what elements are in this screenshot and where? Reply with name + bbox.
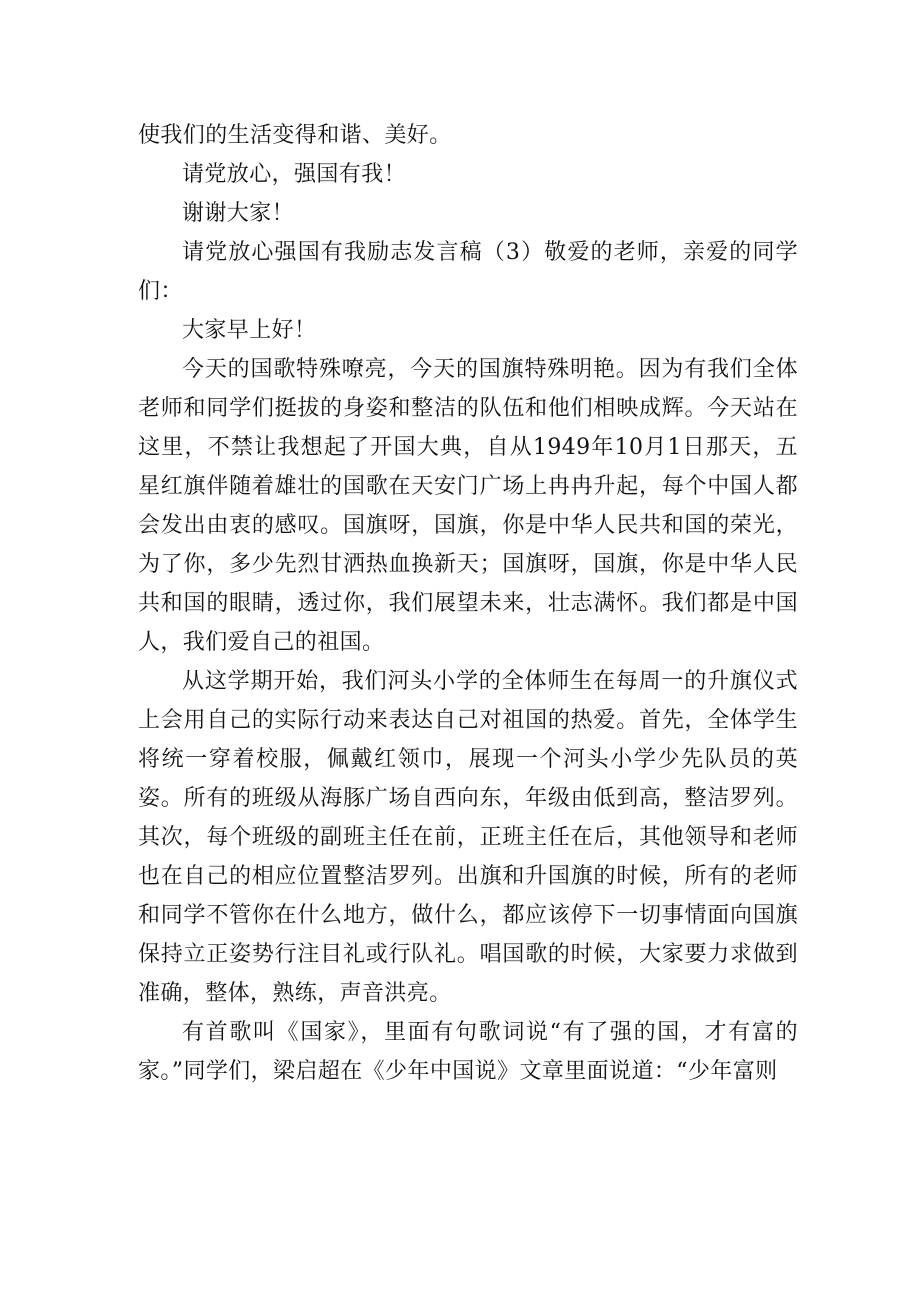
paragraph-4: 请党放心强国有我励志发言稿（3）敬爱的老师，亲爱的同学们：: [138, 240, 798, 304]
paragraph-5: 大家早上好！: [182, 318, 317, 343]
paragraph-8: 有首歌叫《国家》，里面有句歌词说“有了强的国，才有富的家。”同学们，梁启超在《少年中国说》文章里面说道：“少年富则: [138, 1020, 798, 1084]
paragraph-1: 使我们的生活变得和谐、美好。: [138, 123, 452, 148]
document-body: [138, 116, 798, 1091]
paragraph-6: 今天的国歌特殊嘹亮，今天的国旗特殊明艳。因为有我们全体老师和同学们挺拔的身姿和整洁的队伍和他们相映成辉。今天站在这里，不禁让我想起了开国大典，自从1949年10月1日那天，五星红旗伴随着雄壮的国歌在天安门广场上冉冉升起，每个中国人都会发出由衷的感叹。国旗呀，国旗，你是中华人民共和国的荣光，为了你，多少先烈甘洒热血换新天；国旗呀，国旗，你是中华人民共和国的眼睛，透过你，我们展望未来，壮志满怀。我们都是中国人，我们爱自己的祖国。: [138, 357, 798, 655]
paragraph-7: 从这学期开始，我们河头小学的全体师生在每周一的升旗仪式上会用自己的实际行动来表达自己对祖国的热爱。首先，全体学生将统一穿着校服，佩戴红领巾，展现一个河头小学少先队员的英姿。所有的班级从海豚广场自西向东，年级由低到高，整洁罗列。其次，每个班级的副班主任在前，正班主任在后，其他领导和老师也在自己的相应位置整洁罗列。出旗和升国旗的时候，所有的老师和同学不管你在什么地方，做什么，都应该停下一切事情面向国旗保持立正姿势行注目礼或行队礼。唱国歌的时候，大家要力求做到准确，整体，熟练，声音洪亮。: [138, 669, 798, 1006]
paragraph-3: 谢谢大家！: [182, 201, 295, 226]
paragraph-2: 请党放心，强国有我！: [182, 162, 407, 187]
